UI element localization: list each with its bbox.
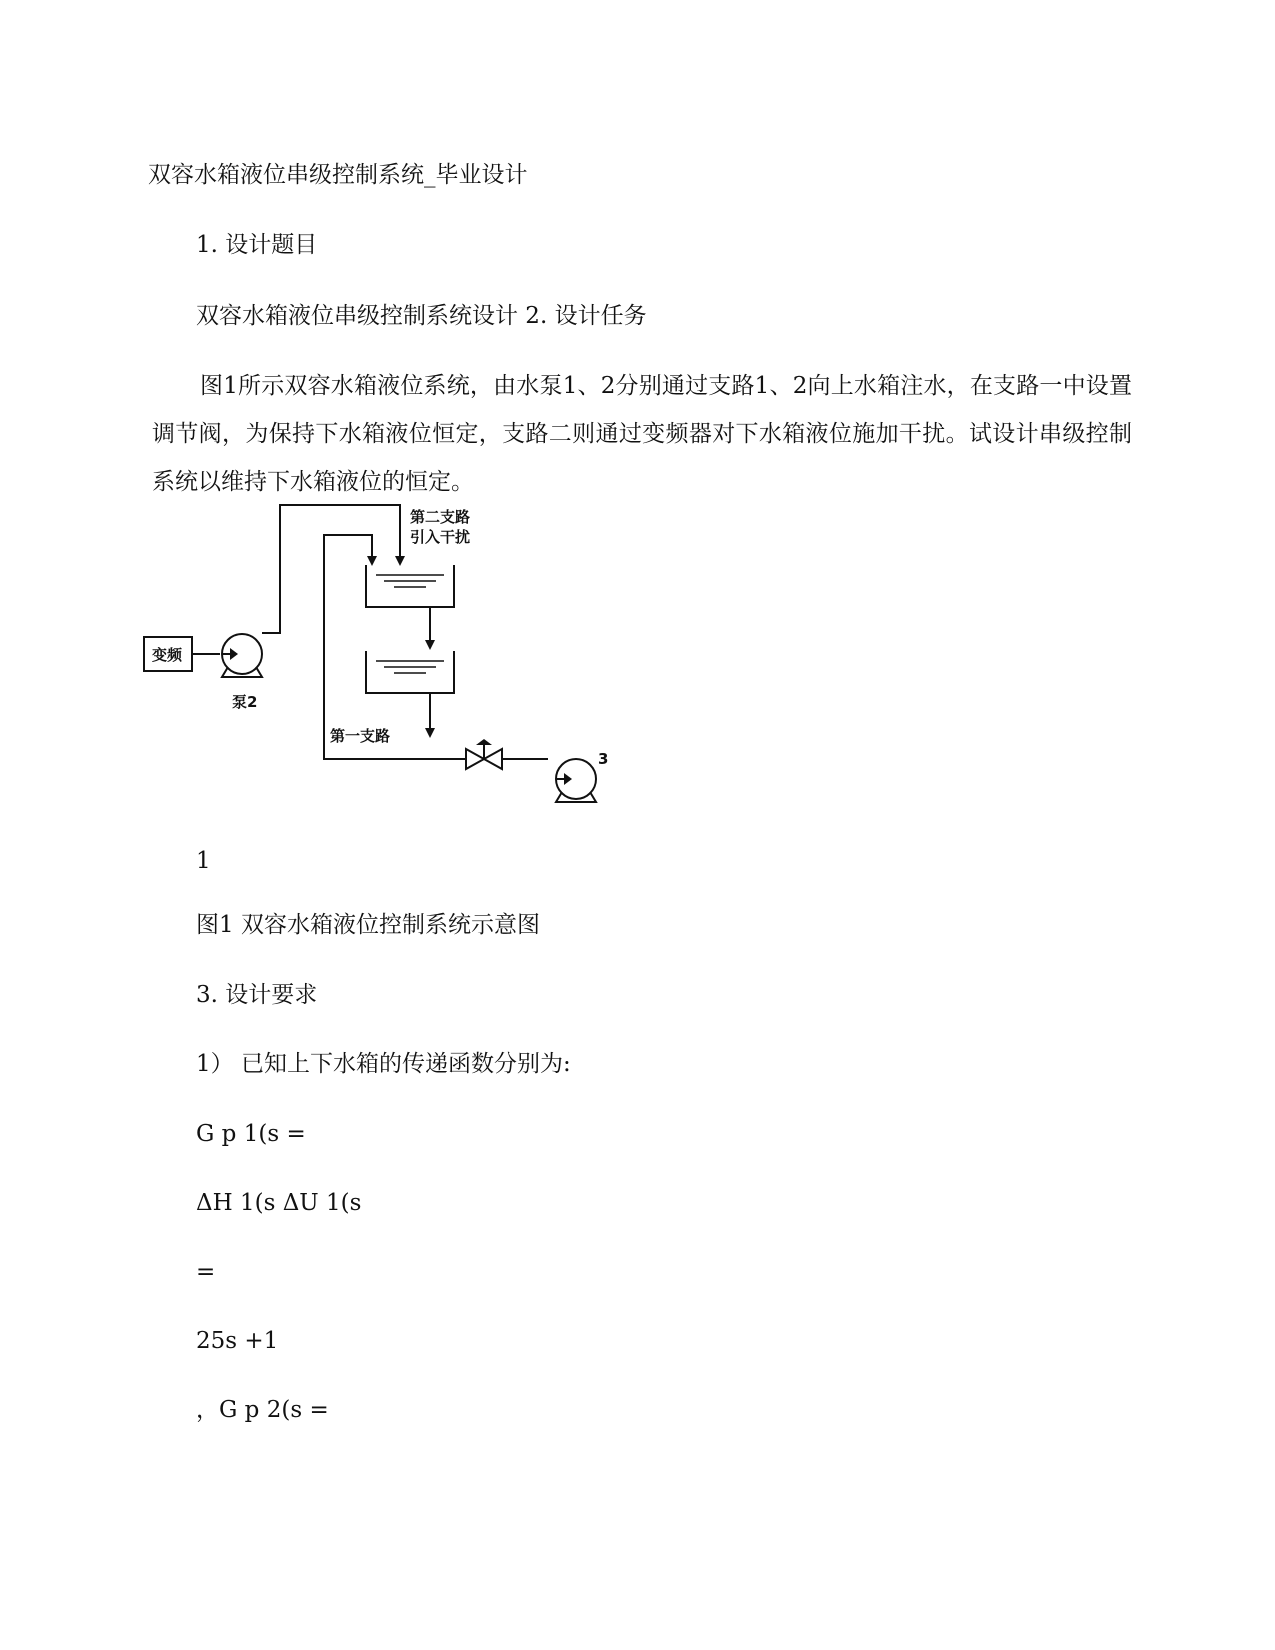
vfd-label: 变频 bbox=[152, 646, 183, 664]
equation-line-5: ，G p 2(s = bbox=[196, 1397, 329, 1423]
valve-icon bbox=[466, 739, 502, 769]
branch-1-pipe bbox=[324, 535, 548, 759]
tank-system-diagram bbox=[148, 508, 628, 827]
equation-line-1: G p 1(s = bbox=[196, 1121, 306, 1147]
pump-2-label: 泵2 bbox=[232, 693, 258, 711]
section-1-body: 双容水箱液位串级控制系统设计 2. 设计任务 bbox=[196, 303, 647, 329]
pump-1-icon bbox=[556, 759, 596, 802]
branch-2-pipe-route bbox=[262, 505, 400, 633]
pump-2-icon bbox=[222, 634, 262, 677]
branch-2-pipe bbox=[262, 507, 280, 633]
requirement-1: 1） 已知上下水箱的传递函数分别为: bbox=[196, 1051, 571, 1077]
document-title: 双容水箱液位串级控制系统_毕业设计 bbox=[148, 162, 528, 188]
figure-caption: 图1 双容水箱液位控制系统示意图 bbox=[196, 912, 540, 938]
task-paragraph: 图1所示双容水箱液位系统，由水泵1、2分别通过支路1、2向上水箱注水，在支路一中设置调节阀，为保持下水箱液位恒定，支路二则通过变频器对下水箱液位施加干扰。试设计串级控制系统以维持下水箱液位的恒定。 bbox=[152, 373, 1132, 495]
figure-number: 1 bbox=[196, 848, 211, 874]
equation-line-3: = bbox=[196, 1259, 216, 1285]
section-3-heading: 3. 设计要求 bbox=[196, 982, 318, 1008]
branch-2-label-line2: 引入干扰 bbox=[410, 528, 471, 546]
lower-tank bbox=[366, 651, 454, 693]
upper-tank bbox=[366, 565, 454, 607]
pump-1-label-partial: 3 bbox=[598, 750, 609, 768]
branch-1-label: 第一支路 bbox=[330, 727, 391, 745]
equation-line-2: ΔH 1(s ΔU 1(s bbox=[196, 1190, 362, 1216]
branch-2-label-line1: 第二支路 bbox=[410, 508, 471, 526]
equation-line-4: 25s +1 bbox=[196, 1328, 279, 1354]
section-1-heading: 1. 设计题目 bbox=[196, 232, 318, 258]
